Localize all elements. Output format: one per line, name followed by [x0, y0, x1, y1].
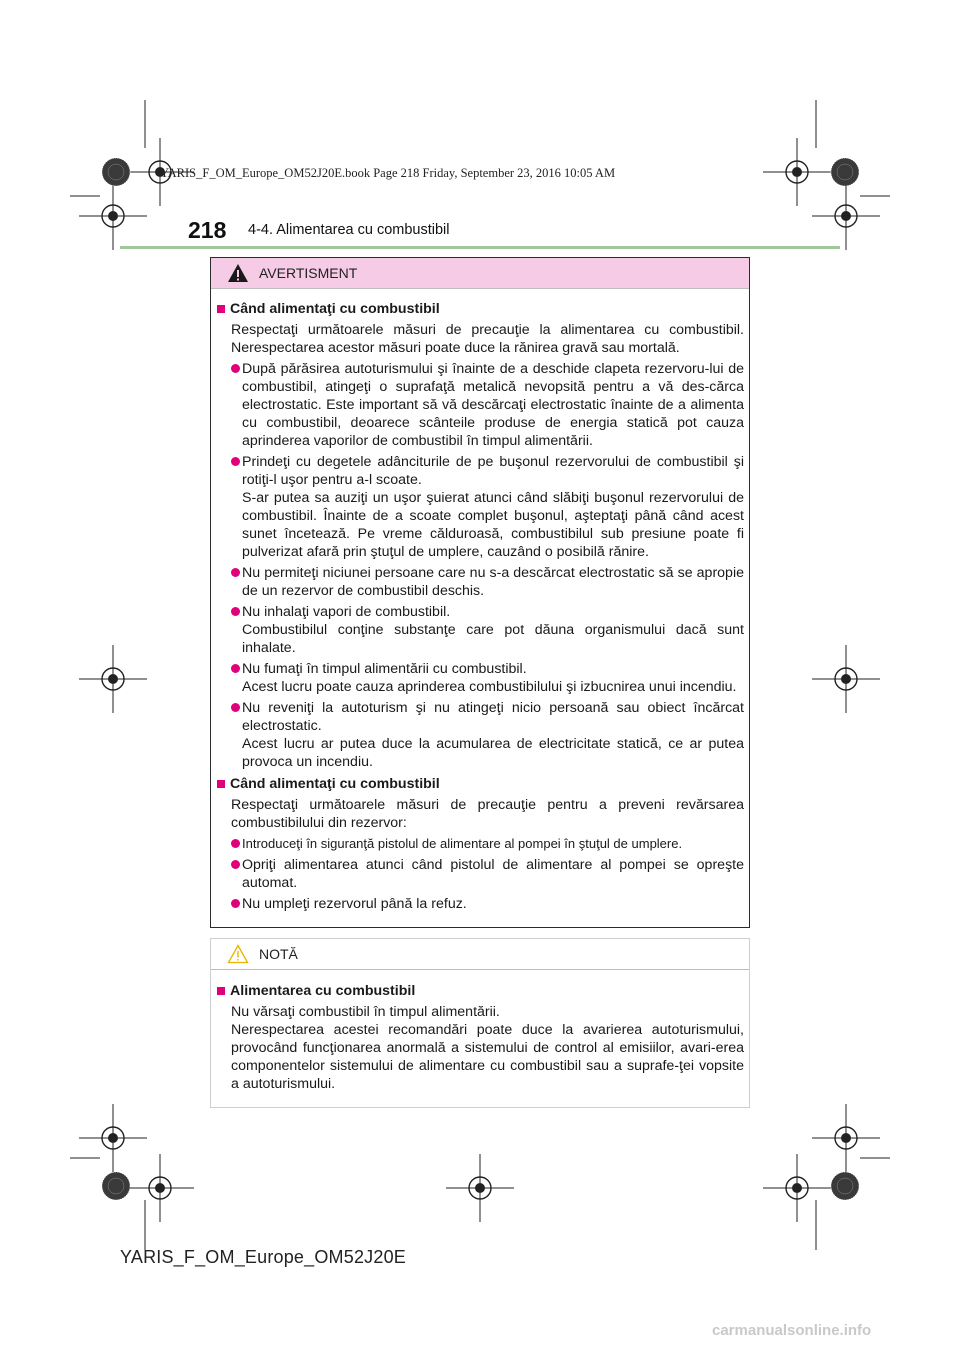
- bullet-dot-icon: [231, 899, 240, 908]
- bullet-dot-icon: [231, 703, 240, 712]
- footer-code: YARIS_F_OM_Europe_OM52J20E: [120, 1247, 407, 1267]
- bullet-dot-icon: [231, 839, 240, 848]
- bullet-dot-icon: [231, 607, 240, 616]
- bullet-item: Nu fumaţi în timpul alimentării cu combustibil. Acest lucru poate cauza aprinderea combustibilului şi izbucnirea unui incendiu.: [217, 660, 744, 696]
- section-intro: Respectaţi următoarele măsuri de precauţie pentru a preveni revărsarea combustibilului din rezervor:: [231, 797, 744, 831]
- section-heading: Alimentarea cu combustibil: [230, 983, 416, 999]
- bullet-item: Opriţi alimentarea atunci când pistolul de alimentare al pompei se opreşte automat.: [217, 856, 744, 892]
- square-bullet-icon: [217, 305, 225, 313]
- warning-title: AVERTISMENT: [259, 265, 358, 281]
- header-rule: [120, 246, 840, 249]
- bullet-item: După părăsirea autoturismului şi înainte de a deschide clapeta rezervoru-lui de combustibil, atingeţi o suprafaţă metalică nevopsită pentru a vă des-cărca electrostatic. Este important să vă descărcaţi electrostatic înainte de a alimenta cu combustibil, deoarece scânteile produse de energia statică pot cauza aprinderea vaporilor de combustibil în timpul alimentării.: [217, 360, 744, 450]
- book-header: YARIS_F_OM_Europe_OM52J20E.book Page 218 Friday, September 23, 2016 10:05 AM: [160, 166, 616, 180]
- section-heading: Când alimentaţi cu combustibil: [230, 301, 440, 317]
- note-header: [211, 939, 749, 970]
- warning-content: [217, 300, 744, 917]
- bullet-item: Nu reveniţi la autoturism şi nu atingeţi nicio persoană sau obiect încărcat electrostatic. Acest lucru ar putea duce la acumularea de electricitate statică, ce ar putea provoca un incendiu.: [217, 699, 744, 771]
- page-number: 218: [188, 217, 227, 243]
- note-line: Nerespectarea acestei recomandări poate duce la avarierea autoturismului, provocând funcţionarea anormală a sistemului de control al emisiilor, avari-erea componentelor sistemului de alimentare cu combustibil sau a suprafe-ţei vopsite a autoturismului.: [231, 1022, 744, 1092]
- bullet-dot-icon: [231, 664, 240, 673]
- bullet-dot-icon: [231, 457, 240, 466]
- section-intro: Respectaţi următoarele măsuri de precauţie la alimentarea cu combustibil. Nerespectarea acestor măsuri poate duce la rănirea gravă sau mortală.: [231, 322, 744, 356]
- note-content: [217, 982, 744, 1096]
- bullet-item: Nu inhalaţi vapori de combustibil. Combustibilul conţine substanţe care pot dăuna organismului dacă sunt inhalate.: [217, 603, 744, 657]
- warning-triangle-icon: [227, 263, 249, 283]
- watermark: carmanualsonline.info: [712, 1322, 872, 1339]
- bullet-item: Nu permiteţi niciunei persoane care nu s-a descărcat electrostatic să se apropie de un rezervor de combustibil deschis.: [217, 564, 744, 600]
- warning-section-1: [217, 300, 744, 771]
- note-line: Nu vărsaţi combustibil în timpul alimentării.: [231, 1004, 500, 1020]
- bullet-dot-icon: [231, 568, 240, 577]
- warning-section-2: [217, 775, 744, 913]
- bullet-dot-icon: [231, 364, 240, 373]
- section-heading: Când alimentaţi cu combustibil: [230, 776, 440, 792]
- warning-header: [211, 258, 749, 289]
- bullet-item: Prindeţi cu degetele adânciturile de pe buşonul rezervorului de combustibil şi rotiţi-l uşor pentru a-l scoate. S-ar putea sa auziţi un uşor şuierat atunci când slăbiţi buşonul rezervorului de combustibil. Înainte de a scoate complet buşonul, aşteptaţi până când acest sunet încetează. Pe vreme călduroasă, combustibilul sub presiune poate fi pulverizat afară prin ştuţul de umplere, cauzând o posibilă rănire.: [217, 453, 744, 561]
- square-bullet-icon: [217, 987, 225, 995]
- note-box: [210, 938, 750, 1108]
- section-title: 4-4. Alimentarea cu combustibil: [248, 222, 450, 238]
- bullet-item: Nu umpleţi rezervorul până la refuz.: [217, 895, 744, 913]
- square-bullet-icon: [217, 780, 225, 788]
- note-title: NOTĂ: [259, 946, 298, 962]
- bullet-dot-icon: [231, 860, 240, 869]
- warning-box: [210, 257, 750, 928]
- bullet-item: Introduceţi în siguranţă pistolul de alimentare al pompei în ştuţul de umplere.: [217, 835, 744, 853]
- caution-triangle-icon: [227, 944, 249, 964]
